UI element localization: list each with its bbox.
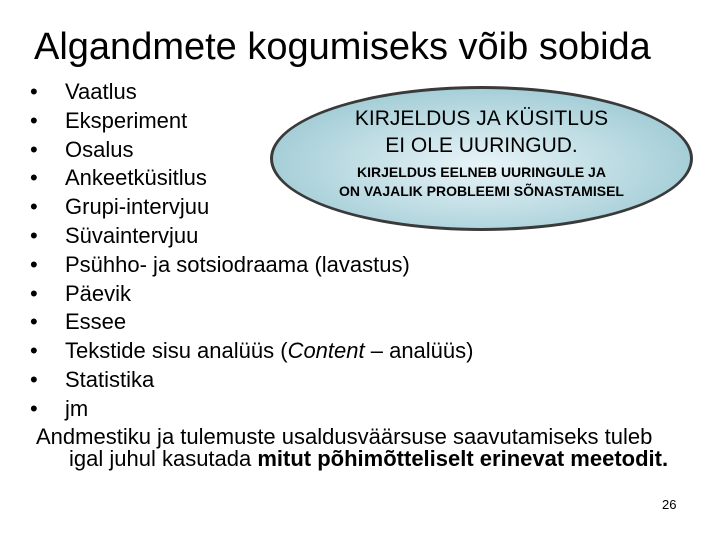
bullet-icon: •	[30, 165, 38, 191]
list-item	[30, 251, 473, 280]
list-item-label: Ankeetküsitlus	[65, 165, 207, 191]
conclusion-line-1: Andmestiku ja tulemuste usaldusväärsuse saavutamiseks tuleb	[36, 424, 653, 449]
list-item	[30, 366, 473, 395]
conclusion-paragraph	[36, 426, 720, 470]
bullet-icon: •	[30, 251, 38, 277]
bullet-icon: •	[30, 107, 38, 133]
list-item-label: Osalus	[65, 136, 134, 162]
slide-title: Algandmete kogumiseks võib sobida	[34, 26, 651, 68]
list-item	[30, 395, 473, 424]
list-item-label: Statistika	[65, 366, 155, 392]
callout-line-1: KIRJELDUS JA KÜSITLUS	[354, 107, 609, 130]
list-item-label: Süvaintervjuu	[65, 222, 199, 248]
list-item-label: Essee	[65, 309, 127, 335]
conclusion-line-2	[36, 448, 720, 470]
list-item-label: jm	[65, 395, 89, 421]
list-item-italic-term: Content	[287, 338, 365, 364]
bullet-icon: •	[30, 280, 38, 306]
bullet-icon: •	[30, 366, 38, 392]
list-item-label: Päevik	[65, 280, 132, 306]
callout-line-3: KIRJELDUS EELNEB UURINGULE JA	[357, 164, 606, 180]
callout-line-2: EI OLE UURINGUD.	[385, 134, 578, 157]
bullet-icon: •	[30, 338, 38, 364]
list-item-label: Psühho- ja sotsiodraama (lavastus)	[65, 251, 410, 277]
bullet-icon: •	[30, 136, 38, 162]
list-item	[30, 280, 473, 309]
page-number: 26	[662, 497, 677, 512]
bullet-icon: •	[30, 194, 38, 220]
list-item-label-suffix: – analüüs)	[364, 338, 474, 364]
list-item-label: Vaatlus	[65, 79, 137, 104]
list-item-label: Tekstide sisu analüüs (	[65, 338, 288, 364]
callout-line-4: ON VAJALIK PROBLEEMI SÕNASTAMISEL	[339, 183, 624, 199]
list-item	[30, 308, 473, 337]
list-item-label: Eksperiment	[65, 107, 188, 133]
conclusion-text: igal juhul kasutada	[69, 446, 258, 471]
bullet-icon: •	[30, 79, 38, 104]
bullet-icon: •	[30, 309, 38, 335]
bullet-icon: •	[30, 222, 38, 248]
bullet-icon: •	[30, 395, 38, 421]
list-item	[30, 337, 473, 366]
list-item-label: Grupi-intervjuu	[65, 194, 210, 220]
conclusion-emphasis: mitut põhimõtteliselt erinevat meetodit.	[257, 446, 669, 471]
